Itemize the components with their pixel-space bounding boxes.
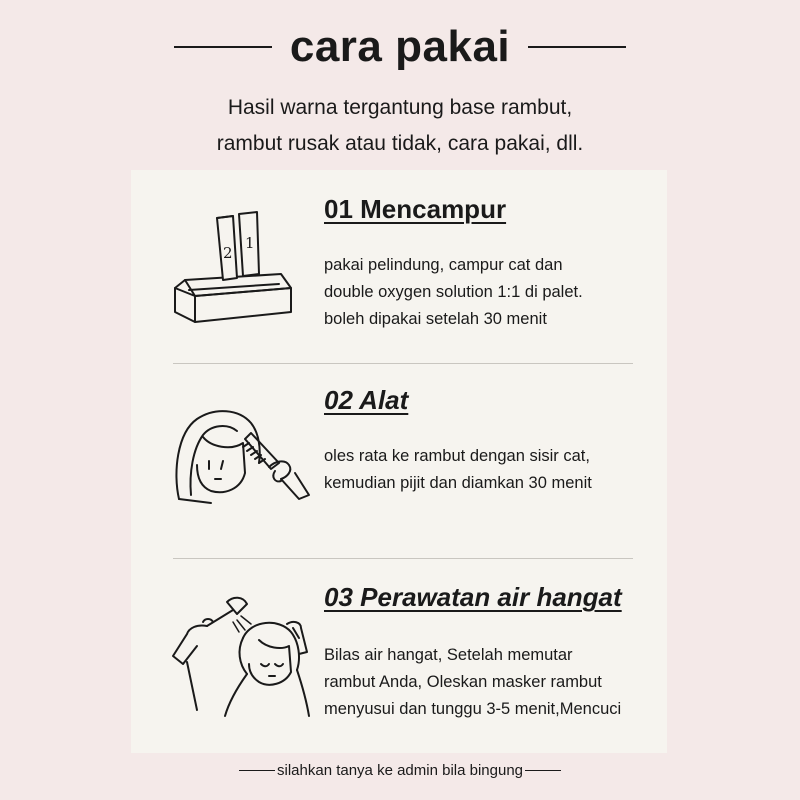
mixing-tubes-tray-icon <box>171 208 296 328</box>
step-line: boleh dipakai setelah 30 menit <box>324 310 547 328</box>
page-title: cara pakai <box>289 22 511 71</box>
footer <box>0 762 800 779</box>
tube-label-1: 1 <box>245 234 255 252</box>
step-title: 02 Alat <box>324 385 409 415</box>
step-line: kemudian pijit dan diamkan 30 menit <box>324 474 592 492</box>
footer-right-rule <box>525 770 561 771</box>
footer-note: silahkan tanya ke admin bila bingung <box>277 762 523 779</box>
divider <box>173 558 633 559</box>
woman-combing-hair-icon <box>171 403 316 513</box>
footer-left-rule <box>239 770 275 771</box>
step-line: double oxygen solution 1:1 di palet. <box>324 283 583 301</box>
subtitle-line: rambut rusak atau tidak, cara pakai, dll. <box>216 132 584 155</box>
step-description <box>324 252 659 333</box>
instructions-card <box>131 170 667 753</box>
subtitle <box>0 90 800 162</box>
step-line: rambut Anda, Oleskan masker rambut <box>324 673 602 691</box>
hair-rinse-shower-icon <box>167 592 322 722</box>
title-row <box>0 14 800 80</box>
title-right-rule <box>528 46 626 48</box>
step-line: oles rata ke rambut dengan sisir cat, <box>324 447 590 465</box>
step-line: Bilas air hangat, Setelah memutar <box>324 646 573 664</box>
step-title: 03 Perawatan air hangat <box>324 582 622 612</box>
step-description <box>324 642 659 723</box>
title-left-rule <box>174 46 272 48</box>
step-line: pakai pelindung, campur cat dan <box>324 256 563 274</box>
step-line: menyusui dan tunggu 3-5 menit,Mencuci <box>324 700 622 718</box>
divider <box>173 363 633 364</box>
step-description <box>324 443 659 497</box>
step-title: 01 Mencampur <box>324 194 507 224</box>
tube-label-2: 2 <box>223 244 233 262</box>
subtitle-line: Hasil warna tergantung base rambut, <box>227 96 573 119</box>
